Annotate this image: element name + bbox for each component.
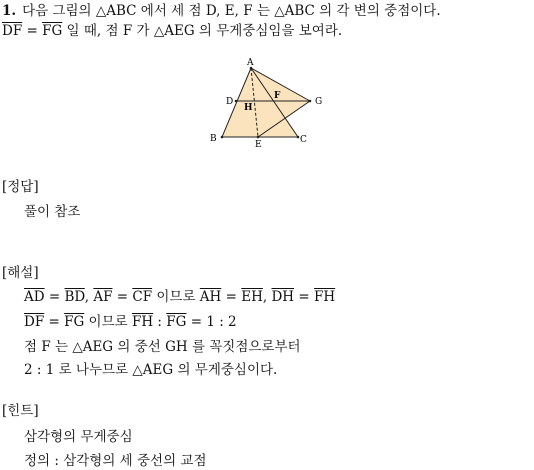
segment: $\overline{AF}$ <box>93 289 113 305</box>
segment: $\overline{FG}$ <box>64 314 85 330</box>
label-g: G <box>315 97 323 107</box>
label-a: A <box>247 58 254 68</box>
segment: $\overline{FH}$ <box>313 289 336 305</box>
equals-sign: = <box>22 23 43 39</box>
label-c: C <box>300 135 307 145</box>
segment: $\overline{DH}$ <box>271 289 295 305</box>
segment: $\overline{AD}$ <box>24 289 45 305</box>
hint-line-1: 삼각형의 무게중심 <box>24 429 133 445</box>
point-c <box>297 136 300 139</box>
connector: = <box>44 314 65 330</box>
connector: = <box>44 289 65 305</box>
hint-line-2: 정의 : 삼각형의 세 중선의 교점 <box>24 453 207 469</box>
segment: $\overline{CF}$ <box>132 289 153 305</box>
connector: 이므로 <box>152 289 200 305</box>
segment-df: $\overline{DF}$ <box>2 23 23 39</box>
segment-fg: $\overline{FG}$ <box>42 23 63 39</box>
explanation-line-4: 2 : 1 로 나누므로 △AEG 의 무게중심이다. <box>24 362 278 378</box>
segment: $\overline{AH}$ <box>199 289 222 305</box>
label-d: D <box>226 97 234 107</box>
label-b: B <box>210 134 217 144</box>
problem-number: 1. <box>2 3 17 19</box>
connector: , <box>84 289 94 305</box>
segment: $\overline{FG}$ <box>166 314 187 330</box>
point-g <box>309 100 312 103</box>
point-e <box>257 136 260 139</box>
point-d <box>235 100 238 103</box>
label-h: H <box>244 103 253 113</box>
segment: $\overline{EH}$ <box>241 289 263 305</box>
explanation-line-3: 점 F 는 △AEG 의 중선 GH 를 꼭짓점으로부터 <box>24 339 301 355</box>
explanation-line-2 <box>24 313 237 331</box>
connector: , <box>262 289 272 305</box>
connector: = <box>294 289 314 305</box>
point-b <box>221 136 224 139</box>
segment: $\overline{DF}$ <box>24 314 45 330</box>
connector: = <box>112 289 133 305</box>
connector: = 1 : 2 <box>186 314 237 330</box>
problem-text-2: 일 때, 점 F 가 △AEG 의 무게중심임을 보여라. <box>62 23 343 39</box>
label-f: F <box>274 91 281 101</box>
connector: 이므로 <box>84 314 132 330</box>
explanation-line-1 <box>24 288 335 306</box>
connector: = <box>221 289 242 305</box>
answer-header: [정답] <box>2 179 39 195</box>
answer-text: 풀이 참조 <box>24 204 81 220</box>
problem-text-1: 다음 그림의 △ABC 에서 세 점 D, E, F 는 △ABC 의 각 변의 중점이다. <box>22 3 441 19</box>
segment: $\overline{BD}$ <box>64 289 85 305</box>
label-e: E <box>255 140 262 150</box>
connector: : <box>153 314 167 330</box>
explanation-header: [해설] <box>2 265 39 281</box>
segment: $\overline{FH}$ <box>131 314 154 330</box>
hint-header: [힌트] <box>2 403 39 419</box>
